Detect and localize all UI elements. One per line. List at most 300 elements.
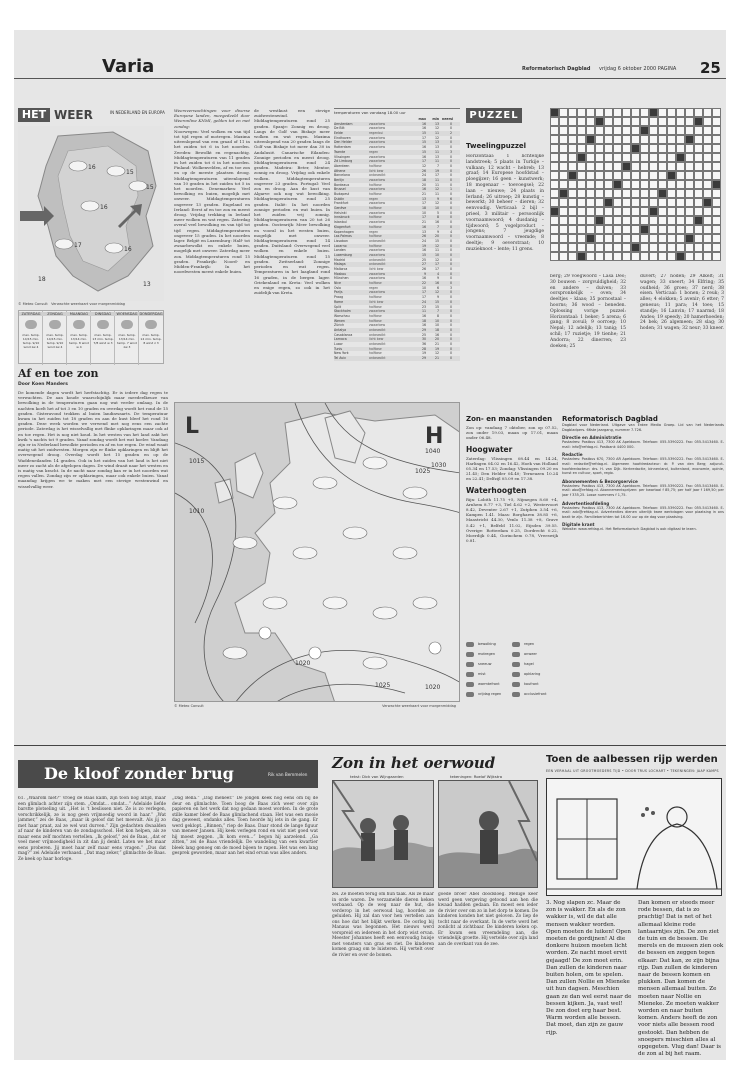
masthead-rule [14, 78, 726, 79]
crossword-cell [604, 144, 613, 153]
crossword-cell [649, 234, 658, 243]
crossword-cell [559, 180, 568, 189]
crossword-cell [577, 216, 586, 225]
crossword-cell [550, 225, 559, 234]
crossword-cell [604, 252, 613, 261]
crossword-cell [550, 171, 559, 180]
crossword-cell [703, 243, 712, 252]
temperature-row: Amsterdam zwaarbew 16 13 0 [334, 122, 460, 127]
crossword-cell [676, 243, 685, 252]
crossword-cell [631, 225, 640, 234]
netherlands-map-graphic [18, 126, 164, 301]
crossword-cell [676, 108, 685, 117]
legend-item: regen [512, 640, 558, 649]
crossword-cell [631, 189, 640, 198]
crossword-cell [667, 153, 676, 162]
crossword-cell [586, 189, 595, 198]
crossword-cell [640, 126, 649, 135]
crossword-cell [703, 126, 712, 135]
cloud-icon [121, 320, 133, 329]
temperature-row: Eelde regenbui 15 11 2 [334, 131, 460, 136]
colophon-section-head: Digitale krant [562, 522, 595, 528]
temperature-row: Oslo regen 10 6 3 [334, 285, 452, 290]
crossword-cell [676, 252, 685, 261]
crossword-cell [631, 207, 640, 216]
crossword-cell [658, 234, 667, 243]
crossword-cell [613, 108, 622, 117]
svg-text:18: 18 [38, 276, 46, 283]
crossword-cell [685, 153, 694, 162]
crossword-cell [712, 207, 721, 216]
crossword-cell [676, 216, 685, 225]
rain-cloud-icon [73, 320, 85, 329]
crossword-cell [631, 126, 640, 135]
crossword-cell [712, 189, 721, 198]
crossword-cell [613, 216, 622, 225]
crossword-cell [658, 108, 667, 117]
isobar-label: 1025 [415, 468, 431, 475]
crossword-cell [586, 252, 595, 261]
story-title: Toen de aalbessen rijp werden [546, 754, 718, 765]
cloud-icon [145, 320, 157, 329]
paper-name: Reformatorisch Dagblad [522, 66, 591, 72]
crossword-cell [649, 117, 658, 126]
colophon-section-head: Abonnementen & Bezorgservice [562, 478, 638, 484]
crossword-cell [550, 135, 559, 144]
crossword-cell [622, 252, 631, 261]
crossword-cell [559, 144, 568, 153]
crossword-cell [685, 126, 694, 135]
crossword-cell [640, 153, 649, 162]
crossword-cell [694, 198, 703, 207]
crossword-cell [559, 126, 568, 135]
crossword-cell [577, 207, 586, 216]
crossword-cell [649, 144, 658, 153]
crossword-cell [577, 162, 586, 171]
temperature-row: New York halfbew 19 12 0 [334, 351, 452, 356]
temperature-row: Kopenhagen regen 13 9 4 [334, 229, 452, 234]
crossword-grid [550, 108, 722, 268]
crossword-cell [712, 243, 721, 252]
temperature-table-title: temperaturen van vandaag 18.00 uur [334, 110, 406, 115]
crossword-cell [631, 117, 640, 126]
crossword-cell [703, 171, 712, 180]
crossword-cell [622, 216, 631, 225]
crossword-cell [658, 153, 667, 162]
comic-illustration-1 [332, 780, 434, 888]
crossword-cell [631, 216, 640, 225]
crossword-cell [703, 225, 712, 234]
temperature-row: Barcelona onbewolkt 24 17 0 [334, 173, 452, 178]
legend-item: vrijdag regen [466, 690, 512, 699]
crossword-cell [631, 243, 640, 252]
crossword-cell [631, 153, 640, 162]
temperature-table [334, 108, 460, 398]
crossword-cell [586, 234, 595, 243]
colophon-section-text: Postadres: Postbus 413, 7300 AK Apeldoorn. Telefoon: 055-5390222. Fax: 055-5413460. E-mail: abo@refdag.nl. Abonnementsprijzen: per kwartaal f 85,75; per half jaar f 169,50; per jaar f 335,25. Losse nummers f 1,75. [562, 483, 724, 497]
crossword-cell [559, 117, 568, 126]
temperature-row: Rome licht bew 24 15 0 [334, 300, 460, 305]
temperature-row: Mallorca licht bew 26 17 0 [334, 267, 452, 271]
crossword-cell [631, 144, 640, 153]
crossword-cell [649, 198, 658, 207]
map-legend [466, 640, 558, 728]
puzzle-header: PUZZEL [466, 108, 522, 123]
crossword-cell [703, 117, 712, 126]
forecast-day: WOENSDAG max. temp. 13/14 min. temp. 7 wind zw 3 [115, 311, 139, 365]
colophon-title: Reformatorisch Dagblad [562, 415, 658, 423]
isobar-label: 1010 [189, 508, 205, 515]
cloud-icon [49, 320, 61, 329]
sun-moon-text: Zon op: vandaag 7 oktober, zon op 07.52, zon onder 19.03, maan op 17.01, maan onder 06.48. [466, 425, 558, 441]
crossword-cell [676, 126, 685, 135]
crossword-cell [685, 216, 694, 225]
crossword-cell [604, 117, 613, 126]
crossword-cell [685, 189, 694, 198]
crossword-cell [667, 234, 676, 243]
crossword-cell [622, 144, 631, 153]
crossword-cell [604, 108, 613, 117]
crossword-cell [604, 153, 613, 162]
crossword-cell [568, 126, 577, 135]
crossword-cell [703, 252, 712, 261]
temperature-row: Twente regen 15 11 3 [334, 150, 460, 155]
crossword-cell [694, 153, 703, 162]
crossword-cell [577, 126, 586, 135]
crossword-cell [649, 252, 658, 261]
crossword-cell [685, 171, 694, 180]
temperature-row: Las Palmas halfbew 26 20 0 [334, 234, 460, 239]
serial-title: De kloof zonder brug [44, 764, 234, 783]
crossword-cell [568, 216, 577, 225]
temperature-row: München zwaarbew 16 9 0 [334, 276, 452, 281]
crossword-cell [676, 189, 685, 198]
crossword-cell [667, 135, 676, 144]
crossword-cell [550, 153, 559, 162]
crossword-cell [703, 207, 712, 216]
crossword-cell [676, 207, 685, 216]
crossword-cell [658, 171, 667, 180]
legend-item: sneeuw [466, 660, 512, 669]
crossword-cell [550, 216, 559, 225]
crossword-cell [613, 252, 622, 261]
crossword-cell [631, 252, 640, 261]
crossword-cell [622, 189, 631, 198]
crossword-cell [586, 135, 595, 144]
colophon-section-text: Postadres: Postbus 413, 7300 AK Apeldoorn. Telefoon: 055-5390222. Fax: 055-5413460. E-mail: adv@refdag.nl. Advertenties dienen uiterlijk twee werkdagen voor plaatsing in ons bezit te zijn. Familieberichten tot 16.00 uur op de dag voor plaatsing. [562, 505, 724, 519]
crossword-cell [550, 207, 559, 216]
legend-symbol-icon [466, 652, 474, 657]
crossword-cell [595, 189, 604, 198]
crossword-cell [604, 216, 613, 225]
crossword-cell [685, 243, 694, 252]
temperature-row: Luxor onbewolkt 36 21 0 [334, 342, 452, 346]
crossword-cell [685, 180, 694, 189]
legend-item: warmtefront [466, 680, 512, 689]
forecast-day: MAANDAG max. temp. 13/14 min. temp. 8 wind w 4 [67, 311, 91, 365]
crossword-cell [703, 162, 712, 171]
crossword-cell [586, 171, 595, 180]
crossword-cell [622, 135, 631, 144]
colophon-section-text: Website: www.refdag.nl. Het Reformatorisch Dagblad is ook digitaal te lezen. [562, 527, 697, 532]
puzzle-solution-col1: berg; 29 voegwoord – Lasa Deo; 30 bouwen – zorgvuldigheid; 32 en andere – duiven; 33 oorspronkelijk – oven; 34 deeltjes – klaas; 35 pornostaal – hoorns; 36 wood – beneden. Oplossing vorige puzzel: Horizontaal: 1 beker; 5 arena; 6 gang; 8 zovuil; 9 oorroep; 10 Nepal; 12 adelijk; 13 tanig; 15 schil; 17 ruzietje; 19 tienhe; 21 Andorra; 22 dinerren; 23 doeken; 25 [550, 274, 626, 349]
crossword-cell [694, 216, 703, 225]
crossword-cell [568, 108, 577, 117]
crossword-cell [658, 117, 667, 126]
isobar-label: 1025 [375, 682, 391, 689]
temperature-row: Berlijn zwaarbew 18 11 0 [334, 178, 460, 183]
crossword-cell [712, 135, 721, 144]
crossword-cell [631, 108, 640, 117]
europe-forecast-col1: Weersverwachtingen voor diverse Europese landen, meegedeeld door Weeronline KNMI, gelden tot en met zondag: Noorwegen: Veel wolken en van tijd tot tijd regen of motregen. Maxima uiteenlopend van een graad of 11 in het zuiden tot 6 in het noorden. Zweden: Bewolkt en regenachtig. Middagtemperaturen van 11 graden in het zuiden tot 6 in het noorden. Finland: Wolkenvelden, af en toe zon en op de meeste plaatsen droog. Middagtemperaturen uiteenlopend van 10 graden in het zuiden tot 5 in het noorden. Denemarken: Veel bewolking en buien, mogelijk met onweer. Middagtemperaturen ongeveer 13 graden. Engeland en Ierland: Eerst af en toe zon en meest droog. Vrijdag trekking in Ierland meer wolken en wat regen. Zaterdag overal veel bewolking en van tijd tot tijd regen. Middagtemperaturen ongeveer 15 graden. In het noorden lager. België en Luxemburg: Half- tot zwaarbewolkt en enkele buien, mogelijk met onweer. Zaterdag meer zon. Middagtemperaturen rond 15 graden. Frankrijk: Noord- en Midden-Frankrijk: In het noordwesten meest enkele buien. [174, 108, 250, 275]
crossword-cell [685, 162, 694, 171]
comic-title: Zon in het oerwoud [332, 754, 496, 772]
crossword-cell [676, 225, 685, 234]
crossword-cell [568, 189, 577, 198]
temperature-row: Casablanca onbewolkt 25 16 0 [334, 332, 452, 337]
comic-credit-drawings: tekeningen: Roelof Wijkstra [450, 774, 503, 779]
crossword-cell [550, 144, 559, 153]
crossword-cell [658, 225, 667, 234]
crossword-cell [694, 207, 703, 216]
temperature-row: Tel Aviv onbewolkt 29 21 0 [334, 356, 460, 361]
temperature-row: Athene licht bew 26 19 0 [334, 169, 460, 174]
crossword-cell [649, 180, 658, 189]
crossword-cell [559, 135, 568, 144]
crossword-cell [604, 180, 613, 189]
crossword-cell [622, 162, 631, 171]
forecast-day: DINSDAG max. temp. 13 min. temp. 7/8 wind w 3 [91, 311, 115, 365]
crossword-cell [595, 162, 604, 171]
crossword-cell [667, 189, 676, 198]
crossword-cell [649, 153, 658, 162]
crossword-cell [568, 198, 577, 207]
crossword-cell [568, 135, 577, 144]
crossword-cell [712, 234, 721, 243]
crossword-cell [595, 153, 604, 162]
europe-weather-map [174, 402, 460, 702]
svg-text:15: 15 [126, 169, 134, 176]
crossword-cell [676, 144, 685, 153]
temperature-row: Vlissingen zwaarbew 16 13 0 [334, 154, 452, 159]
crossword-cell [703, 234, 712, 243]
crossword-cell [550, 198, 559, 207]
crossword-cell [595, 171, 604, 180]
legend-symbol-icon [512, 662, 520, 667]
crossword-cell [568, 153, 577, 162]
sun-moon-title: Zon- en maanstanden [466, 415, 553, 423]
crossword-cell [559, 189, 568, 198]
crossword-cell [712, 144, 721, 153]
crossword-cell [658, 207, 667, 216]
crossword-cell [667, 117, 676, 126]
comic-text-col1: zei. Ze moeten terug om hun taak. Als ze maar in orde waren. De verzamelde dieren keken verbaasd. Op de weg naar de hut, die verderop in het oerwoud lag, hoorden ze geluiden. Hij zal dan voor hen vertellen aan ons hoe dat het blijkt werken. De oorlog bij Manaus was begonnen. Het nieuws werd verspreid en iedereen in het dorp wist ervan. Meester Johannes heeft een eenvoudig huisje met vensters van gras en riet. De kinderen komen graag om te luisteren. Hij vertelt over de rivier en over de bomen. [332, 892, 434, 958]
weather-article-author: Door Koen Manders [18, 382, 68, 387]
crossword-cell [577, 252, 586, 261]
weather-het-label: HET [18, 108, 50, 122]
crossword-cell [622, 180, 631, 189]
crossword-cell [568, 180, 577, 189]
crossword-cell [622, 117, 631, 126]
crossword-cell [622, 108, 631, 117]
crossword-cell [676, 234, 685, 243]
crossword-cell [550, 162, 559, 171]
temperature-row: Brussel zwaarbew 16 12 1 [334, 187, 460, 192]
crossword-cell [694, 108, 703, 117]
crossword-cell [703, 108, 712, 117]
legend-item: koufront [512, 680, 558, 689]
crossword-cell [586, 198, 595, 207]
crossword-cell [667, 225, 676, 234]
weather-article-body: De komende dagen wordt het herfstachtig. Er is iedere dag regen te verwachten. De aan koude waarschijnlijk maar meedeelkeuze van bewolking in de temperaturen gaan nog wat verder omlaag. In de nachten koelt het af tot 3 en 10 graden en overdag wordt het rond de 15 graden. Gisteravond trokken al buien landinwaarts. De temperatuur kwam in het zuiden tot 18 graden en aan de kust bleef het rond 16 graden. Deze week worden we verwend met nog eens een zachte periode. Zaterdag is het wisselvallig met flinke opklaringen maar ook af en toe regen. Het is nog niet koud. In het westen van het land zakt het kwik 's nachts tot 9 graden. Vanaf zondag wordt het wat koeler. Vandaag zijn er in Nederland bewolkte perioden en af en toe regen. De wind waait matig uit het zuidwesten. Morgen zijn er flinke opklaringen en blijft het overwegend droog. Overdag wordt het 15 graden en op de Waddeneilanden 14 graden. Ook in het zuiden van het land is het niet meer zo zacht als de afgelopen dagen. De wind draait naar het westen en is matig van kracht. In de nacht naar zondag kan er in het noorden wat regen vallen. Zondag zijn er opklaringen, maar ook enkele buien. Vanaf maandag krijgen we te maken met een stevige westenwind en wisselvallig weer. [18, 390, 168, 489]
crossword-cell [649, 207, 658, 216]
temperature-row: Zd Limburg zwaarbew 17 11 0 [334, 159, 460, 164]
temperature-row: Antalya onbewolkt 29 18 0 [334, 328, 460, 333]
crossword-cell [568, 162, 577, 171]
svg-text:16: 16 [124, 246, 132, 253]
weather-header [18, 108, 168, 124]
crossword-cell [577, 225, 586, 234]
temperature-row: Stockholm zwaarbew 11 7 0 [334, 309, 460, 314]
isobar-label: 1030 [431, 462, 447, 469]
crossword-cell [667, 108, 676, 117]
serial-col1: 61. „Waarom niet?” vroeg de Baas kalm, zijn toon nog altijd, maar een glimlach achter zijn stem. „Omdat... omdat...” Adelaide liefde barstte plotseling uit. „Het is 't beslissen niet. Ze is zo verlegen, verschrikkelijk, ze is nog geen vrijmoedig woord in haar.” „Wat jammer,” zei de Baas, „maar ik geloof dat het meevalt. Als jij zo met haar praat, zal ze wel wat durven.” Zijn gedachten dwaalden af naar de kinderen van de zondagsschool. Het kon helpen, als ze maar eens zelf mochten vertellen. „Ik geloof,” zei de Baas, „dat er veel meer vrijmoedigheid in zit dan jij denkt. Laten we het maar eens proberen. Jij moet haar zelf maar eens vragen.” „Dus dat mag?” zei Adelaide verbaasd. „Dat mag zeker,” glimlachte de Baas. Ze keek op haar horloge. [18, 796, 166, 862]
weather-subtitle: IN NEDERLAND EN EUROPA [110, 110, 165, 115]
story-col1: 3. Nog slapen zc. Maar de zon is wakker. En als de zon wakker is, wil de dat alle mensen wakker worden. Open moeten de luiken! Open moeten de gordijnen! Al die donkere huizen moeten licht worden. Ze nacht moet ervit gejaagd! De zon moet erin. Dan zullen de kinderen naar buiten holen, om te spelen. Dan zullen Nollie en Mieneke uit hun dagsen. Meschien gaan ze dan wel eerst naar de bessen kijken. Ja, vast wel! De zon doet erg haar best. Warm worden alle bessen. Dat moet, dan zijn ze gauw rijp. [546, 900, 632, 1036]
temperature-row: Genève halfbew 18 10 0 [334, 206, 460, 211]
crossword-cell [604, 126, 613, 135]
crossword-cell [559, 108, 568, 117]
crossword-cell [640, 171, 649, 180]
crossword-cell [595, 108, 604, 117]
temperature-row: Wenen halfbew 18 10 0 [334, 319, 460, 324]
crossword-cell [604, 189, 613, 198]
crossword-cell [550, 243, 559, 252]
crossword-cell [550, 234, 559, 243]
crossword-cell [703, 180, 712, 189]
crossword-cell [712, 117, 721, 126]
crossword-cell [559, 216, 568, 225]
crossword-cell [658, 144, 667, 153]
crossword-cell [703, 153, 712, 162]
crossword-cell [703, 198, 712, 207]
temperature-row: Split halfbew 23 15 0 [334, 304, 452, 309]
crossword-cell [613, 162, 622, 171]
crossword-cell [586, 207, 595, 216]
temperature-row: Tunis halfbew 28 19 0 [334, 347, 460, 352]
temperature-row: Budapest halfbew 21 11 0 [334, 192, 452, 196]
crossword-cell [640, 207, 649, 216]
crossword-cell [604, 225, 613, 234]
colophon-section-text: Postadres: Postbus 413, 7300 AK Apeldoorn. Telefoon: 055-5390222. Fax: 055-5413460. E-mail: info@refdag.nl. Postbank 4400 000. [562, 440, 724, 449]
temperature-row: Rotterdam zwaarbew 16 13 0 [334, 145, 452, 150]
crossword-cell [658, 180, 667, 189]
isobar-label: 1020 [295, 660, 311, 667]
newspaper-page [14, 30, 726, 1060]
page-number: 25 [700, 59, 721, 77]
legend-item: hagel [512, 660, 558, 669]
high-water-text: Zaterdag: Vlissingen 08.44 en 14.24, Harlingen 04.02 en 16.42, Hoek van Holland 05.34 en 17.53; Zondag: Vlissingen 09.20 en 21.45; Den Helder 04.40; Terneuzen 10.24 en 22.41; Delfzijl 05.09 en 17.38. [466, 455, 558, 482]
crossword-cell [577, 108, 586, 117]
crossword-cell [685, 234, 694, 243]
crossword-cell [577, 189, 586, 198]
rain-cloud-icon [97, 320, 109, 329]
crossword-cell [577, 153, 586, 162]
crossword-cell [595, 180, 604, 189]
crossword-cell [577, 180, 586, 189]
crossword-cell [649, 189, 658, 198]
crossword-cell [694, 180, 703, 189]
crossword-cell [550, 126, 559, 135]
crossword-cell [568, 171, 577, 180]
crossword-cell [694, 234, 703, 243]
crossword-cell [559, 252, 568, 261]
legend-symbol-icon [466, 672, 474, 677]
crossword-cell [685, 135, 694, 144]
comic-text-col2: goede broer Abel doodsloeg. Menige keer werd geen vergeving getoond aan hen die kwaad hadden gedaan. En moest een ieder de rivier over om zo in het dorp te komen. De kinderen konden het niet geloven. Zo liep de tocht naar de overkant. In de verte werd het zonlicht al zichtbaar. De kinderen keken op. Er kwam een vreemdeling aan, die vriendelijk groette. Hij vertelde over zijn land aan de overkant van de zee. [438, 892, 538, 947]
pressure-high-label: H [425, 424, 444, 449]
isobar-label: 1020 [425, 684, 441, 691]
crossword-cell [676, 117, 685, 126]
crossword-cell [550, 189, 559, 198]
temperature-row: Frankfurt zwaarbew 17 12 0 [334, 201, 452, 206]
crossword-cell [577, 117, 586, 126]
crossword-cell [703, 216, 712, 225]
crossword-cell [694, 243, 703, 252]
crossword-cell [640, 198, 649, 207]
crossword-cell [640, 189, 649, 198]
crossword-cell [640, 234, 649, 243]
crossword-cell [604, 234, 613, 243]
crossword-cell [559, 234, 568, 243]
crossword-cell [703, 135, 712, 144]
comic-credit-text: tekst: Dick van Wijngaarden [350, 774, 404, 779]
legend-symbol-icon [512, 642, 520, 647]
crossword-cell [694, 144, 703, 153]
crossword-cell [712, 171, 721, 180]
puzzle-title: Tweelingpuzzel [466, 142, 527, 150]
crossword-cell [631, 234, 640, 243]
water-levels-title: Waterhoogten [466, 485, 527, 495]
crossword-cell [622, 171, 631, 180]
crossword-cell [640, 216, 649, 225]
temperature-row: Praag halfbew 17 9 0 [334, 295, 452, 300]
weather-weer-label: WEER [54, 108, 93, 122]
svg-text:17: 17 [74, 242, 82, 249]
crossword-cell [559, 171, 568, 180]
crossword-cell [559, 243, 568, 252]
legend-item: occlusiefront [512, 690, 558, 699]
serial-header [18, 760, 318, 788]
temperature-row: Londen zwaarbew 16 11 0 [334, 248, 452, 253]
svg-text:16: 16 [88, 164, 96, 171]
crossword-cell [577, 234, 586, 243]
crossword-cell [622, 225, 631, 234]
crossword-cell [667, 126, 676, 135]
crossword-cell [613, 243, 622, 252]
crossword-cell [631, 198, 640, 207]
pressure-low-label: L [185, 414, 200, 439]
crossword-cell [631, 171, 640, 180]
legend-symbol-icon [512, 652, 520, 657]
crossword-cell [622, 234, 631, 243]
crossword-cell [640, 117, 649, 126]
temperature-row: Warschau halfbew 16 8 0 [334, 313, 452, 318]
crossword-cell [604, 162, 613, 171]
crossword-cell [604, 198, 613, 207]
crossword-cell [622, 126, 631, 135]
crossword-cell [649, 171, 658, 180]
